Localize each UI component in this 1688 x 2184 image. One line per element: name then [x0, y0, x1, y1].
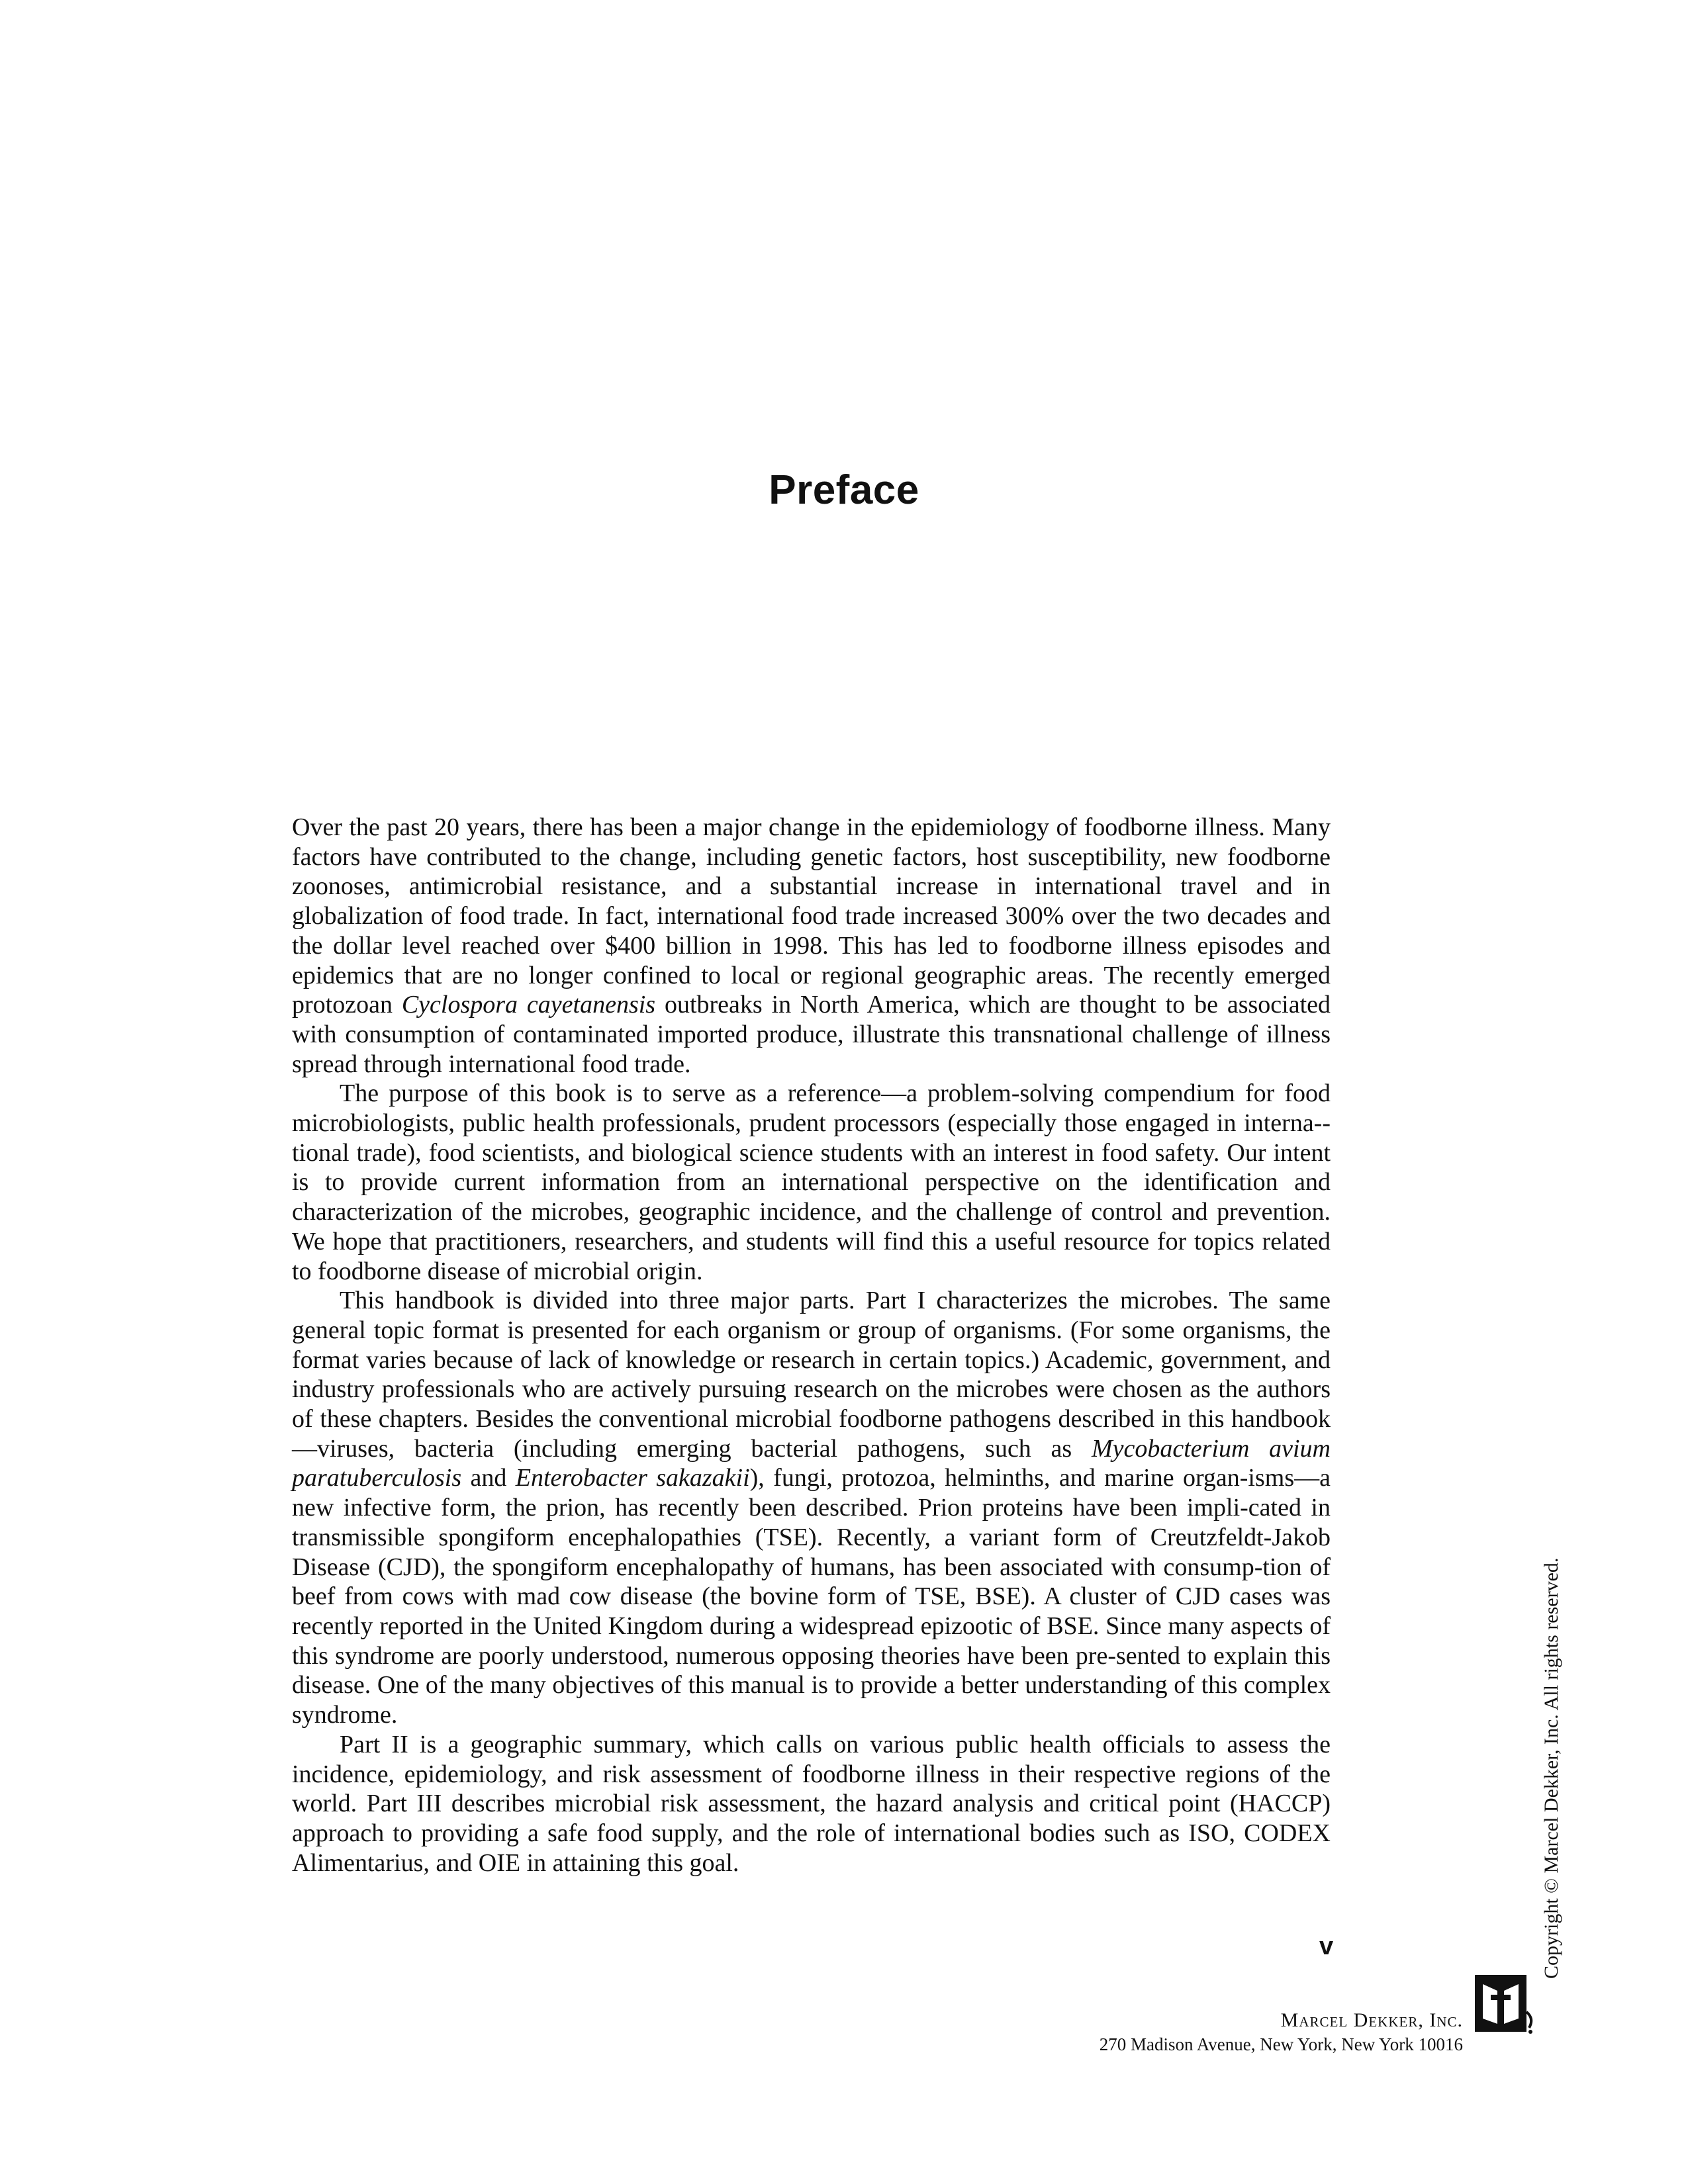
paragraph-text: The purpose of this book is to serve as a reference—a problem-solving compendium for food microbiologists, public health professionals, prudent processors (especially those engaged in interna-tional trade), food scientists, and biological science students with an interest in food safety. Our intent is to provide current information from an international perspective on the identification and characterization of the microbes, geographic incidence, and the challenge of control and prevention. We hope that practitioners, researchers, and students will find this a useful resource for topics related to foodborne disease of microbial origin.	[292, 1079, 1331, 1285]
italic-term: Cyclospora cayetanensis	[401, 991, 656, 1019]
paragraph-text: This handbook is divided into three major parts. Part I characterizes the microbes. The same general topic format is presented for each organism or group of organisms. (For some organisms, the format varies because of lack of knowledge or research in certain topics.) Academic, government, and industry professionals who are actively pursuing research on the microbes were chosen as the authors of these chapters. Besides the conventional microbial foodborne pathogens described in this handbook—viruses, bacteria (including emerging bacterial pathogens, such as	[292, 1287, 1331, 1463]
paragraph-text: and	[461, 1464, 516, 1492]
body-paragraph	[292, 1079, 1331, 1286]
publisher-block	[1033, 2009, 1463, 2056]
publisher-name: Marcel Dekker, Inc.	[1280, 2009, 1463, 2031]
italic-term: Enterobacter sakazakii	[515, 1464, 750, 1492]
preface-body	[292, 813, 1331, 1878]
paragraph-text: Part II is a geographic summary, which calls on various public health officials to assess the incidence, epidemiology, and risk assessment of foodborne illness in their respective regions of the world. Part III describes microbial risk assessment, the hazard analysis and critical point (HACCP) approach to providing a safe food supply, and the role of international bodies such as ISO, CODEX Alimentarius, and OIE in attaining this goal.	[292, 1730, 1331, 1877]
body-paragraph	[292, 1286, 1331, 1730]
body-paragraph	[292, 1730, 1331, 1878]
marcel-dekker-logo-icon	[1471, 1972, 1534, 2036]
publisher-address: 270 Madison Avenue, New York, New York 10016	[1099, 2034, 1463, 2054]
paragraph-text: ), fungi, protozoa, helminths, and marine organ-isms—a new infective form, the prion, has recently been described. Prion proteins have been impli-cated in transmissible spongiform encephalopathies (TSE). Recently, a variant form of Creutzfeldt-Jakob Disease (CJD), the spongiform encephalopathy of humans, has been associated with consump-tion of beef from cows with mad cow disease (the bovine form of TSE, BSE). A cluster of CJD cases was recently reported in the United Kingdom during a widespread epizootic of BSE. Since many aspects of this syndrome are poorly understood, numerous opposing theories have been pre-sented to explain this disease. One of the many objectives of this manual is to provide a better understanding of this complex syndrome.	[292, 1464, 1331, 1729]
page-title: Preface	[769, 467, 919, 513]
paragraph-text: outbreaks in North America, which are thought to be associated with consumption of contaminated imported produce, illustrate this transnational challenge of illness spread through international food trade.	[292, 991, 1331, 1078]
body-paragraph	[292, 813, 1331, 1079]
paragraph-text: Over the past 20 years, there has been a major change in the epidemiology of foodborne illness. Many factors have contributed to the change, including genetic factors, host susceptibility, new foodborne zoonoses, antimicrobial resistance, and a substantial increase in international travel and in globalization of food trade. In fact, international food trade increased 300% over the two decades and the dollar level reached over $400 billion in 1998. This has led to foodborne illness episodes and epidemics that are no longer confined to local or regional geographic areas. The recently emerged protozoan	[292, 813, 1331, 1019]
page-number: v	[1319, 1933, 1334, 1960]
italic-term: Mycobacterium avium paratuberculosis	[292, 1434, 1331, 1492]
copyright-notice: Copyright © Marcel Dekker, Inc. All rights reserved.	[1540, 1557, 1562, 1979]
